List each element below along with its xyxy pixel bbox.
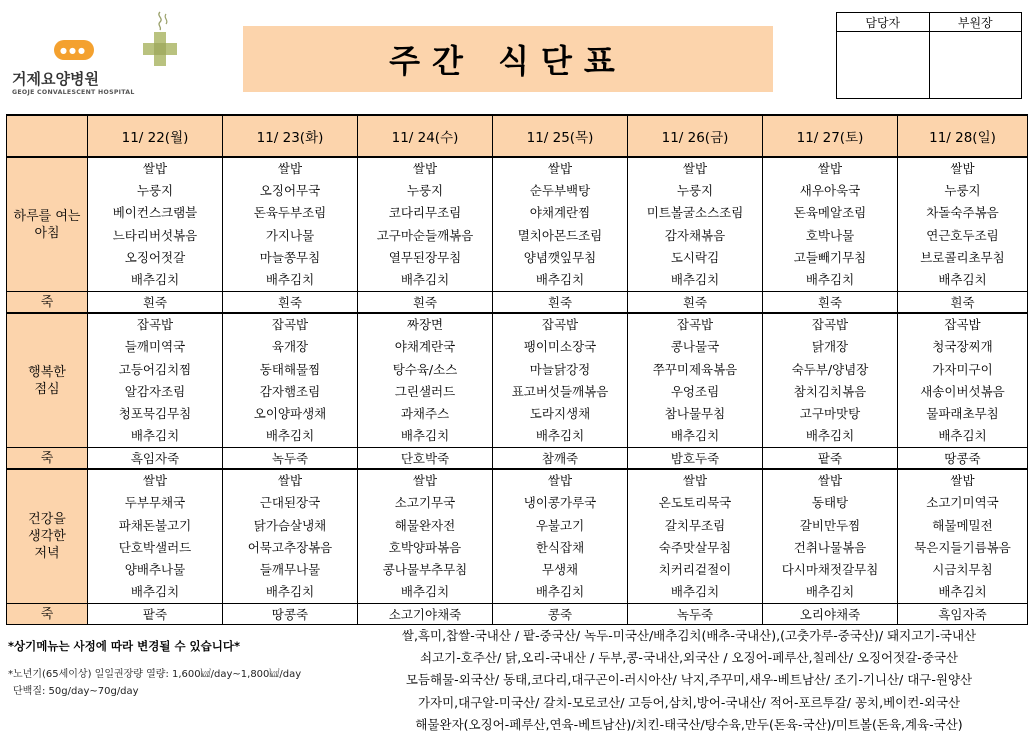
- dish-item: 그린샐러드: [394, 383, 456, 399]
- dish-item: 배추김치: [130, 271, 180, 287]
- menu-cell: [88, 313, 223, 448]
- origin-line: 쇠고기-호주산/ 닭,오리-국내산 / 두부,콩-국내산,외국산 / 오징어-페루산,칠레산/ 오징어젓갈-중국산: [420, 650, 958, 666]
- dish-item: 배추김치: [938, 428, 987, 444]
- day-header: 11/ 25(목): [493, 115, 628, 157]
- dish-item: 과채주스: [400, 405, 450, 421]
- dish-item: 배추김치: [670, 584, 720, 600]
- menu-cell: [223, 469, 358, 604]
- day-header: 11/ 22(월): [88, 115, 223, 157]
- dish-item: 쭈꾸미제육볶음: [652, 361, 738, 377]
- menu-cell: [223, 313, 358, 448]
- dish-item: 쌀밥: [142, 161, 168, 176]
- dish-item: 우엉조림: [670, 383, 720, 399]
- menu-cell: [493, 157, 628, 292]
- dish-item: 양념깻잎무침: [523, 249, 597, 265]
- weekly-menu-table: [6, 114, 1028, 625]
- dish-item: 갈치무조림: [664, 517, 726, 533]
- dish-item: 배추김치: [938, 271, 987, 287]
- dish-item: 한식잡채: [535, 539, 585, 555]
- origin-line: 가자미,대구알-미국산/ 갈치-모로코산/ 고등어,삼치,방어-국내산/ 적어-포르투갈/ 꽁치,베이컨-외국산: [417, 694, 961, 710]
- meal-label: [7, 469, 88, 604]
- dish-item: 치커리겉절이: [658, 562, 732, 577]
- meal-label-line: 하루를 여는: [13, 208, 81, 224]
- porridge-item: 흑임자죽: [88, 448, 223, 470]
- porridge-item: 오리야채죽: [763, 604, 898, 625]
- dish-item: 마늘닭강정: [529, 361, 591, 377]
- dish-item: 닭가슴살냉채: [253, 517, 327, 533]
- dish-item: 배추김치: [130, 428, 180, 444]
- menu-cell: [223, 157, 358, 292]
- dish-item: 온도토리묵국: [658, 495, 732, 511]
- porridge-item: 밤호두죽: [628, 448, 763, 470]
- dish-item: 콩나물부추무침: [382, 562, 468, 577]
- dish-item: 소고기미역국: [926, 495, 999, 511]
- dish-item: 잡곡밥: [811, 317, 849, 333]
- porridge-label: 죽: [7, 604, 88, 625]
- dish-item: 베이컨스크램블: [112, 205, 198, 221]
- notes: [8, 638, 348, 700]
- dish-item: 돈육두부조림: [253, 205, 327, 221]
- dish-item: 쌀밥: [412, 473, 438, 489]
- dish-item: 누룽지: [136, 183, 174, 199]
- dish-item: 근대된장국: [259, 495, 321, 511]
- dish-item: 다시마채젓갈무침: [781, 562, 879, 577]
- dish-item: 배추김치: [805, 271, 855, 287]
- menu-cell: [763, 313, 898, 448]
- dish-item: 시금치무침: [932, 562, 993, 577]
- dish-item: 오징어젓갈: [124, 249, 186, 265]
- porridge-label: 죽: [7, 448, 88, 470]
- porridge-item: 녹두죽: [628, 604, 763, 625]
- dish-item: 들깨무나물: [259, 562, 321, 577]
- dish-item: 무생채: [541, 562, 579, 577]
- porridge-item: 흑임자죽: [898, 604, 1028, 625]
- dish-item: 표고버섯들깨볶음: [511, 383, 609, 399]
- day-header: 11/ 24(수): [358, 115, 493, 157]
- menu-cell: [358, 157, 493, 292]
- menu-cell: [358, 313, 493, 448]
- dish-item: 야채계란국: [394, 339, 456, 355]
- approval-header-vice-director: 부원장: [929, 13, 1022, 32]
- dish-item: 도시락김: [670, 249, 720, 265]
- meal-label-line: 생각한: [28, 529, 66, 545]
- meal-label: [7, 157, 88, 292]
- dish-item: 쌀밥: [547, 473, 573, 489]
- dish-item: 청국장찌개: [932, 339, 993, 355]
- dish-item: 짜장면: [406, 317, 444, 333]
- dish-item: 쌀밥: [547, 161, 573, 176]
- dish-item: 배추김치: [670, 428, 720, 444]
- dish-item: 쌀밥: [277, 161, 303, 176]
- dish-item: 배추김치: [805, 584, 855, 600]
- dish-item: 쌀밥: [817, 473, 843, 489]
- approval-sign-staff: [837, 32, 930, 99]
- menu-cell: [493, 469, 628, 604]
- dish-item: 쌀밥: [142, 473, 168, 489]
- day-header: 11/ 27(토): [763, 115, 898, 157]
- dish-item: 숙주맛살무침: [658, 539, 732, 555]
- dish-item: 배추김치: [400, 584, 450, 600]
- dish-item: 미트볼굴소스조림: [646, 205, 744, 221]
- menu-cell: [628, 313, 763, 448]
- dish-item: 순두부백탕: [529, 183, 591, 199]
- dish-item: 참치김치볶음: [793, 383, 867, 399]
- dish-item: 갈비만두찜: [799, 517, 861, 533]
- dish-item: 쌀밥: [950, 161, 975, 176]
- dish-item: 묵은지들기름볶음: [914, 539, 1011, 555]
- page-title: 주간 식단표: [389, 42, 627, 80]
- dish-item: 배추김치: [265, 428, 315, 444]
- dish-item: 탕수육/소스: [392, 361, 458, 377]
- dish-item: 닭개장: [811, 339, 849, 355]
- dish-item: 잡곡밥: [676, 317, 714, 333]
- menu-cell: [763, 469, 898, 604]
- dish-item: 배추김치: [535, 428, 585, 444]
- approval-header-staff: 담당자: [837, 13, 930, 32]
- porridge-label: 죽: [7, 292, 88, 314]
- calorie-recommendation: *노년기(65세이상) 일일권장량 열량: 1,600㎉/day~1,800㎉/day: [8, 669, 302, 680]
- dish-item: 열무된장무침: [388, 249, 462, 265]
- porridge-item: 흰죽: [88, 292, 223, 314]
- dish-item: 들깨미역국: [124, 339, 186, 355]
- dish-item: 배추김치: [535, 271, 585, 287]
- dish-item: 멸치아몬드조림: [517, 227, 603, 243]
- menu-cell: [628, 157, 763, 292]
- dish-item: 느타리버섯볶음: [112, 227, 198, 243]
- porridge-item: 흰죽: [223, 292, 358, 314]
- menu-cell: [898, 313, 1028, 448]
- porridge-item: 흰죽: [493, 292, 628, 314]
- meal-label-line: 행복한: [28, 364, 66, 380]
- dish-item: 참나물무침: [664, 405, 726, 421]
- meal-label-line: 아침: [34, 225, 60, 241]
- dish-item: 도라지생채: [529, 405, 591, 421]
- dish-item: 배추김치: [938, 584, 987, 600]
- dish-item: 잡곡밥: [136, 317, 174, 333]
- dish-item: 누룽지: [406, 183, 444, 199]
- menu-cell: [898, 157, 1028, 292]
- porridge-item: 땅콩죽: [898, 448, 1028, 470]
- dish-item: 가지나물: [265, 227, 315, 243]
- porridge-item: 흰죽: [763, 292, 898, 314]
- porridge-item: 소고기야채죽: [358, 604, 493, 625]
- meal-label-line: 점심: [34, 381, 60, 397]
- dish-item: 고등어김치찜: [118, 361, 192, 377]
- origin-line: 쌀,흑미,찹쌀-국내산 / 팥-중국산/ 녹두-미국산/배추김치(배추-국내산),(고춧가루-중국산)/ 돼지고기-국내산: [401, 628, 977, 643]
- dish-item: 육개장: [271, 339, 309, 355]
- menu-cell: [88, 469, 223, 604]
- porridge-item: 단호박죽: [358, 448, 493, 470]
- day-header: 11/ 28(일): [898, 115, 1028, 157]
- dish-item: 콩나물국: [670, 339, 720, 355]
- menu-cell: [88, 157, 223, 292]
- porridge-item: 땅콩죽: [223, 604, 358, 625]
- dish-item: 팽이미소장국: [523, 339, 597, 355]
- menu-cell: [628, 469, 763, 604]
- change-notice: *상기메뉴는 사정에 따라 변경될 수 있습니다*: [8, 639, 241, 653]
- dish-item: 쌀밥: [682, 473, 708, 489]
- approval-sign-vice-director: [929, 32, 1022, 99]
- porridge-item: 참깨죽: [493, 448, 628, 470]
- dish-item: 마늘쫑무침: [259, 249, 321, 265]
- dish-item: 단호박샐러드: [118, 539, 192, 555]
- dish-item: 배추김치: [130, 584, 180, 600]
- dish-item: 배추김치: [400, 428, 450, 444]
- dish-item: 쌀밥: [277, 473, 303, 489]
- porridge-item: 흰죽: [898, 292, 1028, 314]
- menu-cell: [898, 469, 1028, 604]
- dish-item: 차돌숙주볶음: [926, 205, 999, 221]
- dish-item: 고구마순들깨볶음: [376, 227, 474, 243]
- dish-item: 누룽지: [676, 183, 714, 199]
- dish-item: 코다리무조림: [388, 205, 462, 221]
- dish-item: 배추김치: [265, 584, 315, 600]
- dish-item: 브로콜리초무침: [920, 249, 1005, 265]
- porridge-item: 팥죽: [88, 604, 223, 625]
- menu-cell: [358, 469, 493, 604]
- dish-item: 누룽지: [944, 183, 981, 199]
- corner-cell: [7, 115, 88, 157]
- dish-item: 청포묵김무침: [118, 405, 192, 421]
- dish-item: 잡곡밥: [944, 317, 981, 333]
- dish-item: 감자햄조림: [259, 383, 321, 399]
- dish-item: 호박양파볶음: [388, 539, 462, 555]
- menu-cell: [763, 157, 898, 292]
- dish-item: 냉이콩가루국: [523, 495, 597, 511]
- dish-item: 쌀밥: [682, 161, 708, 176]
- dish-item: 두부무채국: [124, 495, 186, 511]
- dish-item: 물파래초무침: [926, 405, 999, 421]
- dish-item: 쌀밥: [817, 161, 843, 176]
- dish-item: 고구마맛탕: [799, 405, 861, 421]
- page-title-banner: [243, 26, 773, 92]
- dish-item: 건취나물볶음: [793, 539, 867, 555]
- dish-item: 돈육메알조림: [793, 205, 867, 221]
- dish-item: 양배추나물: [124, 562, 186, 577]
- porridge-item: 흰죽: [628, 292, 763, 314]
- meal-label-line: 저녁: [34, 546, 60, 562]
- dish-item: 오징어무국: [259, 183, 321, 199]
- dish-item: 동태탕: [811, 495, 849, 511]
- dish-item: 숙두부/양념장: [791, 361, 869, 377]
- ingredient-origin: [348, 625, 1030, 736]
- origin-line: 모듬해물-외국산/ 동태,코다리,대구곤이-러시아산/ 낙지,주꾸미,새우-베트남산/ 조기-기니산/ 대구-원양산: [405, 672, 973, 688]
- dish-item: 호박나물: [805, 227, 855, 243]
- day-header: 11/ 23(화): [223, 115, 358, 157]
- menu-cell: [493, 313, 628, 448]
- dish-item: 배추김치: [670, 271, 720, 287]
- approval-box: [836, 12, 1022, 99]
- dish-item: 소고기무국: [394, 495, 456, 511]
- dish-item: 연근호두조림: [926, 227, 999, 243]
- dish-item: 배추김치: [535, 584, 585, 600]
- dish-item: 새우아욱국: [799, 183, 861, 199]
- porridge-item: 팥죽: [763, 448, 898, 470]
- origin-line: 해물완자(오징어-페루산,연육-베트남산)/치킨-태국산/탕수육,만두(돈육-국산)/미트볼(돈육,계육-국산): [415, 716, 963, 732]
- dish-item: 쌀밥: [412, 161, 438, 176]
- dish-item: 쌀밥: [950, 473, 975, 489]
- hospital-english-name: GEOJE CONVALESCENT HOSPITAL: [12, 89, 135, 96]
- dish-item: 동태해물찜: [259, 361, 321, 377]
- dish-item: 가자미구이: [932, 361, 993, 377]
- dish-item: 해물완자전: [394, 517, 456, 533]
- dish-item: 감자채볶음: [664, 227, 726, 243]
- hospital-name: 거제요양병원: [12, 70, 99, 88]
- dish-item: 알감자조림: [124, 383, 186, 399]
- dish-item: 배추김치: [805, 428, 855, 444]
- dish-item: 파채돈불고기: [118, 517, 192, 533]
- logo-dots-icon: ●●●: [60, 46, 87, 55]
- dish-item: 배추김치: [400, 271, 450, 287]
- dish-item: 해물메밀전: [932, 517, 993, 533]
- dish-item: 오이양파생채: [253, 405, 327, 421]
- dish-item: 고들빼기무침: [793, 249, 867, 265]
- dish-item: 배추김치: [265, 271, 315, 287]
- porridge-item: 흰죽: [358, 292, 493, 314]
- porridge-item: 콩죽: [493, 604, 628, 625]
- meal-label: [7, 313, 88, 448]
- meal-label-line: 건강을: [28, 512, 66, 528]
- day-header: 11/ 26(금): [628, 115, 763, 157]
- medical-cross-icon: [138, 10, 180, 72]
- dish-item: 우불고기: [535, 517, 585, 533]
- protein-recommendation: 단백질: 50g/day~70g/day: [13, 686, 139, 697]
- dish-item: 야채계란찜: [529, 205, 591, 221]
- dish-item: 잡곡밥: [271, 317, 309, 333]
- porridge-item: 녹두죽: [223, 448, 358, 470]
- dish-item: 새송이버섯볶음: [920, 383, 1005, 399]
- dish-item: 어묵고추장볶음: [247, 539, 333, 555]
- dish-item: 잡곡밥: [541, 317, 579, 333]
